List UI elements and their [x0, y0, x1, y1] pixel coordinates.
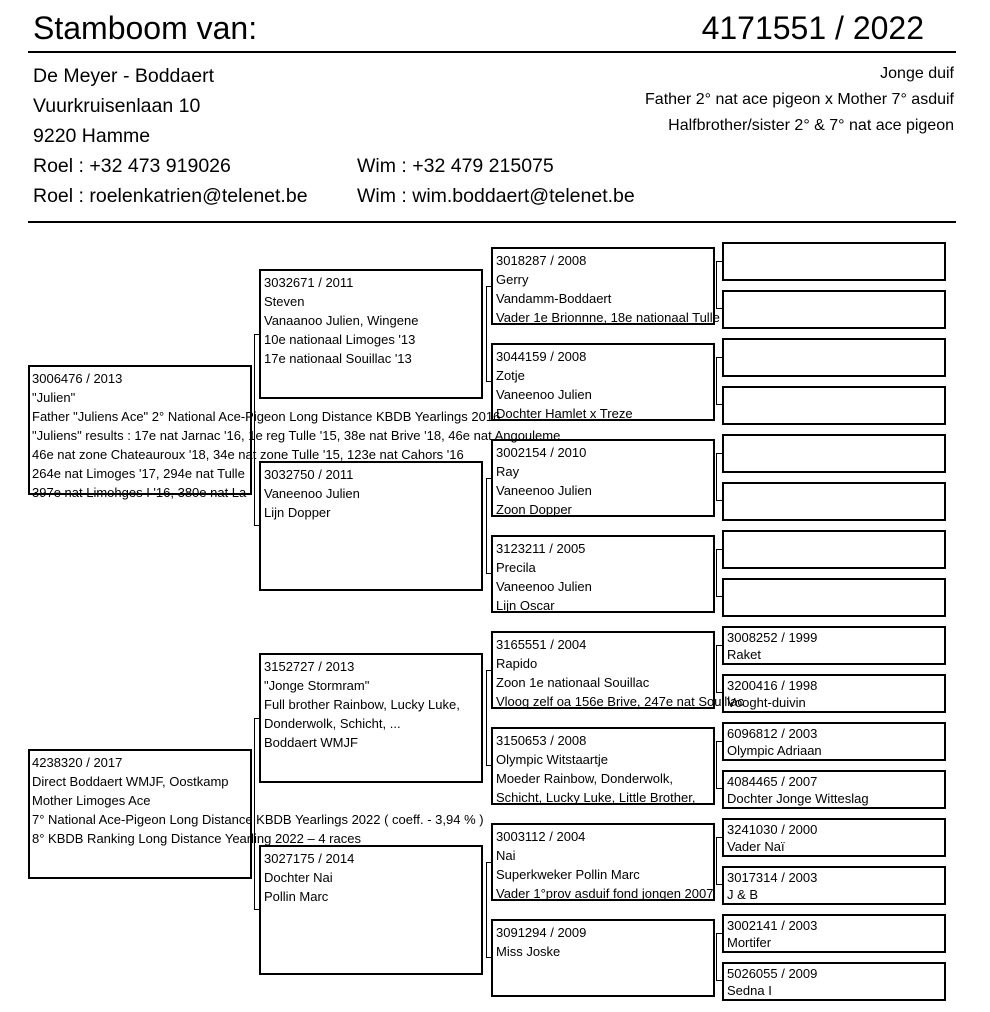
- pigeon-name: "Julien": [32, 390, 76, 405]
- pigeon-name: Nai: [496, 848, 516, 863]
- ring-number: 6096812 / 2003: [727, 726, 818, 741]
- pigeon-name: Olympic Adriaan: [727, 743, 822, 758]
- ss-sire-text: [496, 251, 720, 327]
- ds-dam-text: [496, 731, 695, 807]
- ring-number: 3123211 / 2005: [496, 541, 586, 556]
- note-line: Father 2° nat ace pigeon x Mother 7° asduif: [645, 91, 954, 108]
- sire-dam-text: [264, 465, 360, 522]
- info-line: Superkweker Pollin Marc: [496, 867, 640, 882]
- info-line: Lijn Dopper: [264, 505, 331, 520]
- ss-dam-text: [496, 347, 633, 423]
- pigeon-name: Steven: [264, 294, 305, 309]
- pigeon-name: Gerry: [496, 272, 529, 287]
- info-line: 397e nat Limohges I '16, 380e nat La: [32, 485, 247, 500]
- ring-number: 3200416 / 1998: [727, 678, 818, 693]
- page-title: Stamboom van:: [33, 10, 258, 46]
- ring-number: 3152727 / 2013: [264, 659, 355, 674]
- info-line: Zoon Dopper: [496, 502, 572, 517]
- pigeon-name: Miss Joske: [496, 944, 561, 959]
- info-line: Vader 1e Brionnne, 18e nationaal Tulle: [496, 310, 720, 325]
- great-grandparent-box: [722, 290, 946, 329]
- info-line: "Juliens" results : 17e nat Jarnac '16, 1e reg Tulle '15, 38e nat Brive '18, 46e nat Angouleme: [32, 428, 561, 443]
- pigeon-name: "Jonge Stormram": [264, 678, 370, 693]
- owner-phone-roel: Roel : +32 473 919026: [33, 155, 231, 177]
- info-line: 7° National Ace-Pigeon Long Distance KBDB Yearlings 2022 ( coeff. - 3,94 % ): [32, 812, 484, 827]
- pigeon-name: Precila: [496, 560, 536, 575]
- ring-number: 4238320 / 2017: [32, 755, 123, 770]
- ring-number: 3006476 / 2013: [32, 371, 123, 386]
- ring-number: 3241030 / 2000: [727, 822, 818, 837]
- ring-number: 3032750 / 2011: [264, 467, 354, 482]
- ring-number: 3150653 / 2008: [496, 733, 587, 748]
- info-line: Vanaanoo Julien, Wingene: [264, 313, 419, 328]
- info-line: Moeder Rainbow, Donderwolk,: [496, 771, 674, 786]
- pigeon-name: Zotje: [496, 368, 525, 383]
- note-line: Jonge duif: [880, 65, 954, 82]
- info-line: Schicht, Lucky Luke, Little Brother,: [496, 790, 696, 805]
- info-line: Father "Juliens Ace" 2° National Ace-Pigeon Long Distance KBDB Yearlings 2016: [32, 409, 501, 424]
- info-line: Vaneenoo Julien: [496, 483, 592, 498]
- great-grandparent-box: [722, 530, 946, 569]
- gg-16-text: [727, 965, 817, 999]
- info-line: Vandamm-Boddaert: [496, 291, 612, 306]
- ring-number: 3032671 / 2011: [264, 275, 354, 290]
- pigeon-name: Raket: [727, 647, 761, 662]
- dam-dam-text: [264, 849, 354, 906]
- info-line: 264e nat Limoges '17, 294e nat Tulle: [32, 466, 245, 481]
- ring-number: 3002141 / 2003: [727, 918, 818, 933]
- great-grandparent-box: [722, 434, 946, 473]
- pigeon-name: Sedna I: [727, 983, 772, 998]
- section-divider: [28, 221, 956, 223]
- info-line: Dochter Nai: [264, 870, 333, 885]
- sd-dam-text: [496, 539, 592, 615]
- ring-number: 5026055 / 2009: [727, 966, 818, 981]
- pigeon-name: Mortifer: [727, 935, 772, 950]
- ring-number: 3003112 / 2004: [496, 829, 586, 844]
- pigeon-name: Vader Naï: [727, 839, 785, 854]
- sire-sire-text: [264, 273, 418, 368]
- pigeon-name: J & B: [727, 887, 759, 902]
- dam-sire-text: [264, 657, 460, 752]
- ring-number: 3008252 / 1999: [727, 630, 818, 645]
- great-grandparent-box: [722, 338, 946, 377]
- info-line: Vloog zelf oa 156e Brive, 247e nat Souillac: [496, 694, 744, 709]
- info-line: Pollin Marc: [264, 889, 329, 904]
- note-line: Halfbrother/sister 2° & 7° nat ace pigeon: [668, 117, 954, 134]
- ring-number: 4171551 / 2022: [701, 10, 924, 46]
- info-line: Vaneenoo Julien: [496, 387, 592, 402]
- info-line: Direct Boddaert WMJF, Oostkamp: [32, 774, 229, 789]
- info-line: Mother Limoges Ace: [32, 793, 151, 808]
- dd-dam-text: [496, 923, 586, 961]
- header-divider: [28, 51, 956, 53]
- info-line: Donderwolk, Schicht, ...: [264, 716, 401, 731]
- dd-sire-text: [496, 827, 713, 903]
- sd-sire-text: [496, 443, 592, 519]
- gg-11-text: [727, 725, 822, 759]
- ring-number: 3044159 / 2008: [496, 349, 587, 364]
- pigeon-name: Olympic Witstaartje: [496, 752, 608, 767]
- owner-email-roel: Roel : roelenkatrien@telenet.be: [33, 185, 308, 207]
- great-grandparent-box: [722, 386, 946, 425]
- info-line: 8° KBDB Ranking Long Distance Yearling 2022 – 4 races: [32, 831, 361, 846]
- owner-email-wim: Wim : wim.boddaert@telenet.be: [357, 185, 635, 207]
- owner-phone-wim: Wim : +32 479 215075: [357, 155, 554, 177]
- info-line: Vader 1°prov asduif fond jongen 2007: [496, 886, 714, 901]
- info-line: 46e nat zone Chateauroux '18, 34e nat zone Tulle '15, 123e nat Cahors '16: [32, 447, 464, 462]
- ds-sire-text: [496, 635, 744, 711]
- info-line: Lijn Oscar: [496, 598, 555, 613]
- owner-city: 9220 Hamme: [33, 125, 151, 147]
- gg-13-text: [727, 821, 817, 855]
- gg-12-text: [727, 773, 869, 807]
- gg-10-text: [727, 677, 817, 711]
- info-line: 17e nationaal Souillac '13: [264, 351, 412, 366]
- great-grandparent-box: [722, 482, 946, 521]
- pigeon-name: Rapido: [496, 656, 538, 671]
- ring-number: 4084465 / 2007: [727, 774, 818, 789]
- ring-number: 3002154 / 2010: [496, 445, 587, 460]
- great-grandparent-box: [722, 242, 946, 281]
- gg-15-text: [727, 917, 817, 951]
- ring-number: 3018287 / 2008: [496, 253, 587, 268]
- pigeon-name: Vooght-duivin: [727, 695, 806, 710]
- gg-14-text: [727, 869, 817, 903]
- info-line: Zoon 1e nationaal Souillac: [496, 675, 650, 690]
- info-line: Dochter Hamlet x Treze: [496, 406, 633, 421]
- ring-number: 3091294 / 2009: [496, 925, 587, 940]
- info-line: Vaneenoo Julien: [496, 579, 592, 594]
- info-line: Full brother Rainbow, Lucky Luke,: [264, 697, 460, 712]
- pigeon-name: Dochter Jonge Witteslag: [727, 791, 869, 806]
- ring-number: 3027175 / 2014: [264, 851, 355, 866]
- info-line: Boddaert WMJF: [264, 735, 358, 750]
- owner-street: Vuurkruisenlaan 10: [33, 95, 201, 117]
- owner-name: De Meyer - Boddaert: [33, 65, 214, 87]
- gg-9-text: [727, 629, 817, 663]
- info-line: 10e nationaal Limoges '13: [264, 332, 416, 347]
- ring-number: 3017314 / 2003: [727, 870, 818, 885]
- info-line: Vaneenoo Julien: [264, 486, 360, 501]
- ring-number: 3165551 / 2004: [496, 637, 587, 652]
- great-grandparent-box: [722, 578, 946, 617]
- pigeon-name: Ray: [496, 464, 520, 479]
